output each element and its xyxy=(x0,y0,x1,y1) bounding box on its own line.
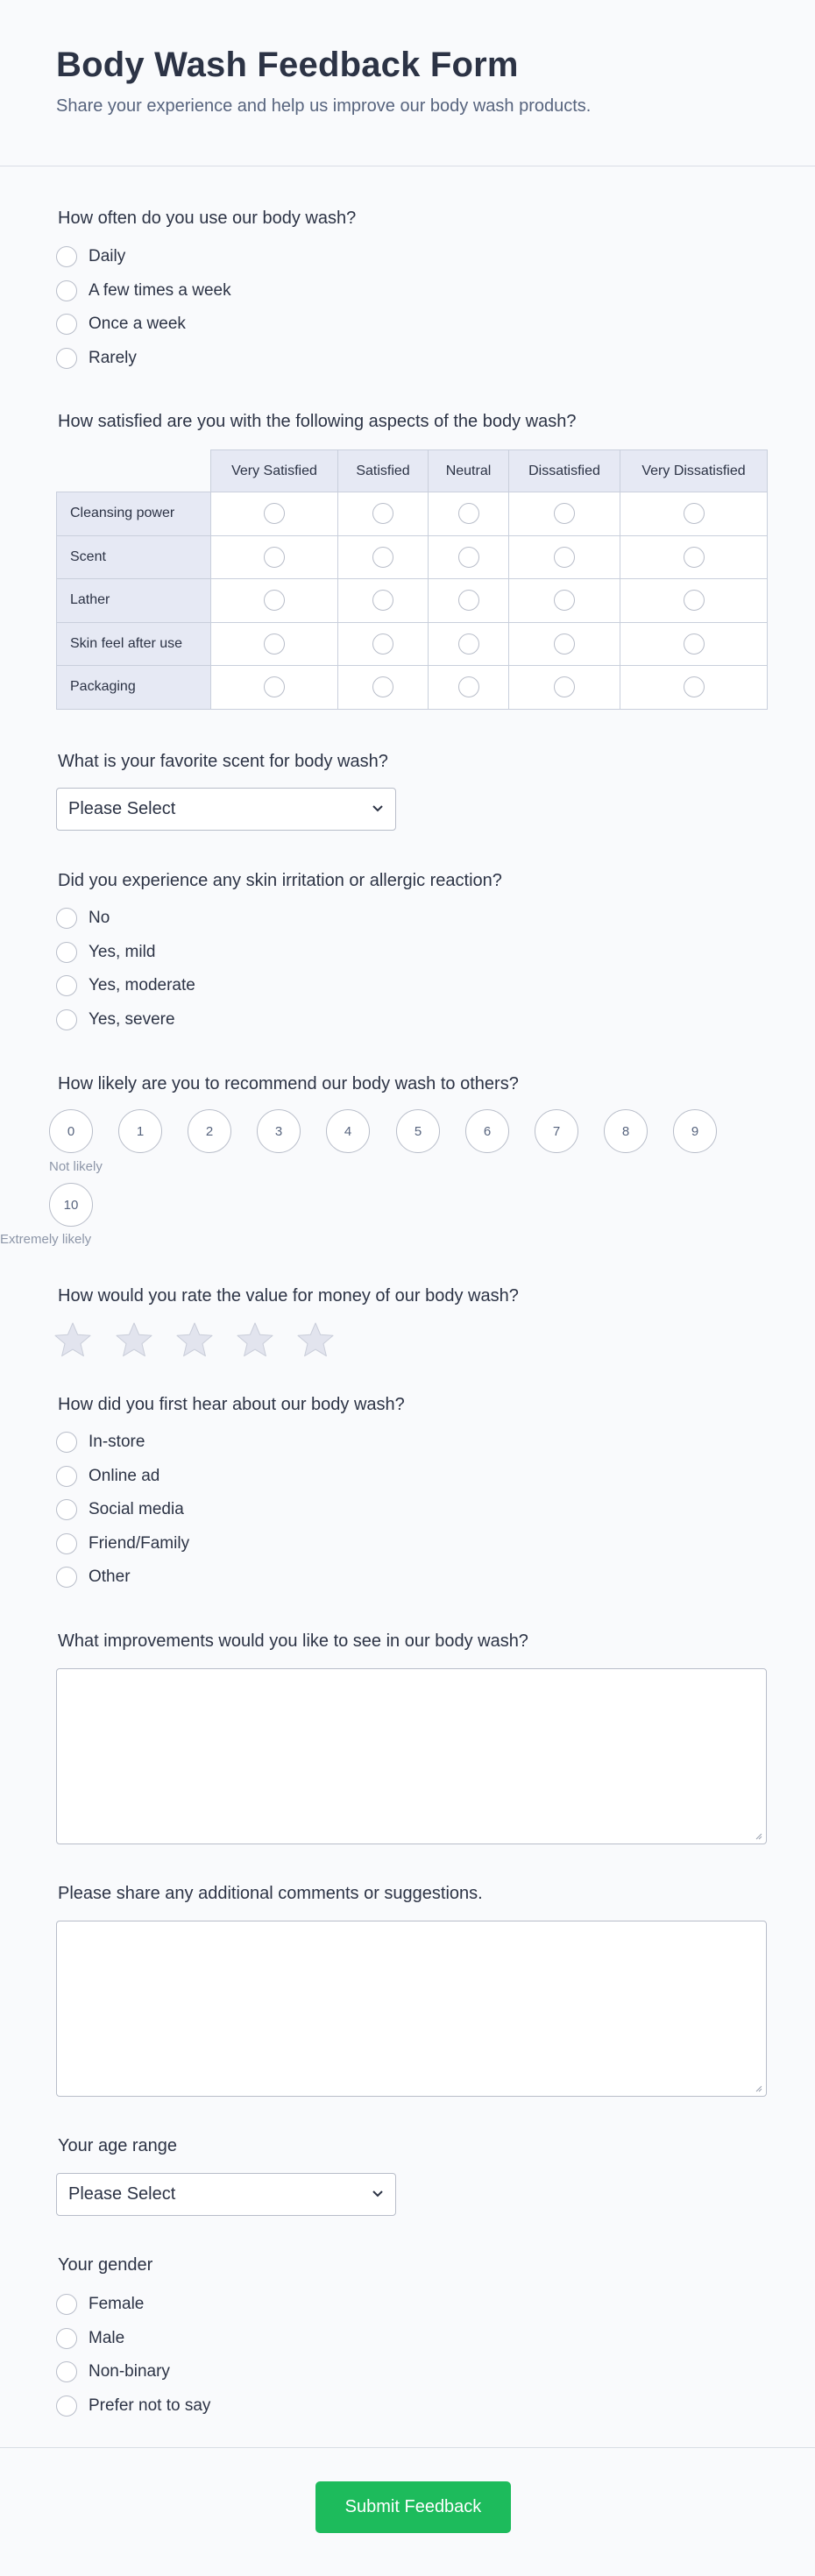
matrix-cell[interactable] xyxy=(211,622,338,666)
radio-option[interactable] xyxy=(56,342,231,375)
improvements-textarea[interactable] xyxy=(56,1668,767,1844)
matrix-column-header: Neutral xyxy=(429,450,509,492)
radio-option[interactable] xyxy=(56,936,195,969)
matrix-cell[interactable] xyxy=(338,535,429,579)
matrix-row-label: Scent xyxy=(57,535,211,579)
nps-high-label: Extremely likely xyxy=(0,1232,92,1247)
radio-option[interactable] xyxy=(56,2288,210,2321)
radio-button[interactable] xyxy=(56,2396,77,2417)
nps-option[interactable]: 0 xyxy=(49,1109,93,1153)
matrix-column-header: Very Satisfied xyxy=(211,450,338,492)
matrix-cell[interactable] xyxy=(211,579,338,623)
matrix-radio-button[interactable] xyxy=(554,676,575,697)
radio-label: Daily xyxy=(89,247,126,265)
star-icon[interactable] xyxy=(53,1321,92,1358)
radio-button[interactable] xyxy=(56,1466,77,1487)
matrix-cell[interactable] xyxy=(620,622,768,666)
radio-button[interactable] xyxy=(56,1499,77,1520)
matrix-radio-button[interactable] xyxy=(554,547,575,568)
matrix-cell[interactable] xyxy=(338,492,429,536)
form-header xyxy=(0,0,815,166)
radio-label: Yes, mild xyxy=(89,942,156,961)
radio-label: Yes, moderate xyxy=(89,976,195,994)
nps-option[interactable]: 5 xyxy=(396,1109,440,1153)
submit-button[interactable]: Submit Feedback xyxy=(315,2481,511,2533)
nps-option[interactable]: 9 xyxy=(673,1109,717,1153)
matrix-cell[interactable] xyxy=(509,622,620,666)
radio-option[interactable] xyxy=(56,274,231,308)
matrix-corner xyxy=(57,450,211,492)
matrix-cell[interactable] xyxy=(620,492,768,536)
matrix-row xyxy=(57,622,768,666)
matrix-cell[interactable] xyxy=(429,666,509,710)
radio-option[interactable] xyxy=(56,240,231,273)
radio-button[interactable] xyxy=(56,2294,77,2315)
matrix-row xyxy=(57,666,768,710)
matrix-cell[interactable] xyxy=(429,622,509,666)
matrix-cell[interactable] xyxy=(509,666,620,710)
matrix-cell[interactable] xyxy=(211,492,338,536)
matrix-cell[interactable] xyxy=(620,666,768,710)
matrix-radio-button[interactable] xyxy=(264,547,285,568)
radio-option[interactable] xyxy=(56,1426,189,1459)
matrix-cell[interactable] xyxy=(429,535,509,579)
radio-option[interactable] xyxy=(56,1527,189,1560)
question-skin-irritation-label: Did you experience any skin irritation or allergic reaction? xyxy=(58,871,502,890)
nps-option[interactable]: 7 xyxy=(535,1109,578,1153)
matrix-radio-button[interactable] xyxy=(684,503,705,524)
matrix-radio-button[interactable] xyxy=(684,633,705,655)
radio-label: Prefer not to say xyxy=(89,2396,211,2415)
radio-option[interactable] xyxy=(56,2355,210,2388)
matrix-row xyxy=(57,535,768,579)
radio-label: In-store xyxy=(89,1433,145,1451)
matrix-row-label: Skin feel after use xyxy=(57,622,211,666)
matrix-radio-button[interactable] xyxy=(372,503,393,524)
skin-irritation-options xyxy=(56,902,195,1037)
matrix-radio-button[interactable] xyxy=(372,633,393,655)
nps-option[interactable]: 4 xyxy=(326,1109,370,1153)
matrix-cell[interactable] xyxy=(509,535,620,579)
usage-frequency-options xyxy=(56,240,231,375)
radio-button[interactable] xyxy=(56,1009,77,1030)
matrix-radio-button[interactable] xyxy=(372,590,393,611)
radio-option[interactable] xyxy=(56,308,231,341)
nps-option[interactable]: 3 xyxy=(257,1109,301,1153)
question-comments-label: Please share any additional comments or suggestions. xyxy=(58,1884,483,1903)
radio-label: Non-binary xyxy=(89,2362,170,2381)
radio-label: Rarely xyxy=(89,348,137,367)
matrix-radio-button[interactable] xyxy=(458,547,479,568)
matrix-radio-button[interactable] xyxy=(458,590,479,611)
radio-button[interactable] xyxy=(56,1533,77,1554)
radio-button[interactable] xyxy=(56,942,77,963)
question-usage-frequency-label: How often do you use our body wash? xyxy=(58,209,357,228)
star-icon[interactable] xyxy=(175,1321,214,1358)
star-icon[interactable] xyxy=(236,1321,274,1358)
matrix-row xyxy=(57,492,768,536)
matrix-cell[interactable] xyxy=(338,622,429,666)
radio-label: Online ad xyxy=(89,1466,160,1485)
nps-option[interactable]: 1 xyxy=(118,1109,162,1153)
first-hear-options xyxy=(56,1426,189,1595)
select-value: Please Select xyxy=(68,799,176,818)
question-favorite-scent-label: What is your favorite scent for body wash? xyxy=(58,752,388,771)
question-first-hear-label: How did you first hear about our body wash? xyxy=(58,1395,405,1414)
select-value: Please Select xyxy=(68,2184,176,2204)
matrix-radio-button[interactable] xyxy=(264,503,285,524)
radio-label: Male xyxy=(89,2328,125,2347)
matrix-column-header: Satisfied xyxy=(338,450,429,492)
resize-grip-icon[interactable] xyxy=(754,2084,762,2092)
radio-button[interactable] xyxy=(56,280,77,301)
matrix-row-label: Packaging xyxy=(57,666,211,710)
form-subtitle: Share your experience and help us improve our body wash products. xyxy=(56,96,592,116)
radio-button[interactable] xyxy=(56,1567,77,1588)
matrix-cell[interactable] xyxy=(338,666,429,710)
age-range-select[interactable] xyxy=(56,2173,396,2216)
radio-button[interactable] xyxy=(56,314,77,335)
radio-label: Other xyxy=(89,1568,131,1586)
radio-button[interactable] xyxy=(56,975,77,996)
question-gender-label: Your gender xyxy=(58,2255,153,2275)
satisfaction-matrix xyxy=(56,449,768,710)
matrix-row-label: Lather xyxy=(57,579,211,623)
favorite-scent-select[interactable] xyxy=(56,788,396,831)
matrix-cell[interactable] xyxy=(620,535,768,579)
radio-option[interactable] xyxy=(56,1493,189,1526)
matrix-cell[interactable] xyxy=(509,492,620,536)
matrix-row xyxy=(57,579,768,623)
radio-option[interactable] xyxy=(56,1003,195,1037)
question-value-rating-label: How would you rate the value for money of our body wash? xyxy=(58,1286,519,1306)
radio-button[interactable] xyxy=(56,1432,77,1453)
matrix-radio-button[interactable] xyxy=(684,547,705,568)
radio-label: Yes, severe xyxy=(89,1009,175,1029)
radio-option[interactable] xyxy=(56,1460,189,1493)
star-icon[interactable] xyxy=(296,1321,335,1358)
question-age-range-label: Your age range xyxy=(58,2136,178,2155)
matrix-radio-button[interactable] xyxy=(684,676,705,697)
nps-low-label: Not likely xyxy=(49,1159,103,1174)
radio-option[interactable] xyxy=(56,2389,210,2423)
matrix-cell[interactable] xyxy=(211,535,338,579)
matrix-radio-button[interactable] xyxy=(458,633,479,655)
form-title: Body Wash Feedback Form xyxy=(56,46,519,84)
radio-option[interactable] xyxy=(56,1560,189,1594)
radio-label: A few times a week xyxy=(89,280,231,300)
radio-button[interactable] xyxy=(56,348,77,369)
matrix-cell[interactable] xyxy=(509,579,620,623)
radio-button[interactable] xyxy=(56,908,77,929)
matrix-cell[interactable] xyxy=(620,579,768,623)
question-improvements-label: What improvements would you like to see in our body wash? xyxy=(58,1631,528,1651)
star-icon[interactable] xyxy=(115,1321,153,1358)
matrix-radio-button[interactable] xyxy=(264,633,285,655)
matrix-radio-button[interactable] xyxy=(372,547,393,568)
matrix-radio-button[interactable] xyxy=(684,590,705,611)
radio-option[interactable] xyxy=(56,2322,210,2355)
question-recommend-label: How likely are you to recommend our body wash to others? xyxy=(58,1074,519,1093)
matrix-radio-button[interactable] xyxy=(458,676,479,697)
radio-option[interactable] xyxy=(56,969,195,1002)
radio-button[interactable] xyxy=(56,2328,77,2349)
resize-grip-icon[interactable] xyxy=(754,1831,762,1840)
nps-option[interactable]: 2 xyxy=(188,1109,231,1153)
nps-option[interactable]: 10 xyxy=(49,1183,93,1227)
matrix-row-label: Cleansing power xyxy=(57,492,211,536)
matrix-radio-button[interactable] xyxy=(554,633,575,655)
comments-textarea[interactable] xyxy=(56,1921,767,2097)
nps-option[interactable]: 8 xyxy=(604,1109,648,1153)
gender-options xyxy=(56,2288,210,2423)
chevron-down-icon xyxy=(371,2186,385,2200)
radio-option[interactable] xyxy=(56,902,195,935)
nps-option[interactable]: 6 xyxy=(465,1109,509,1153)
matrix-radio-button[interactable] xyxy=(554,590,575,611)
footer-divider xyxy=(0,2447,815,2448)
matrix-radio-button[interactable] xyxy=(372,676,393,697)
matrix-cell[interactable] xyxy=(429,579,509,623)
radio-label: Once a week xyxy=(89,315,186,333)
matrix-column-header: Dissatisfied xyxy=(509,450,620,492)
matrix-cell[interactable] xyxy=(211,666,338,710)
radio-button[interactable] xyxy=(56,2361,77,2382)
matrix-cell[interactable] xyxy=(338,579,429,623)
question-satisfaction-matrix-label: How satisfied are you with the following aspects of the body wash? xyxy=(58,412,577,431)
radio-label: Social media xyxy=(89,1500,184,1518)
radio-label: Friend/Family xyxy=(89,1533,190,1553)
matrix-radio-button[interactable] xyxy=(264,676,285,697)
matrix-radio-button[interactable] xyxy=(458,503,479,524)
radio-button[interactable] xyxy=(56,246,77,267)
matrix-radio-button[interactable] xyxy=(554,503,575,524)
matrix-cell[interactable] xyxy=(429,492,509,536)
radio-label: No xyxy=(89,909,110,927)
matrix-radio-button[interactable] xyxy=(264,590,285,611)
radio-label: Female xyxy=(89,2295,145,2313)
chevron-down-icon xyxy=(371,801,385,815)
matrix-column-header: Very Dissatisfied xyxy=(620,450,768,492)
